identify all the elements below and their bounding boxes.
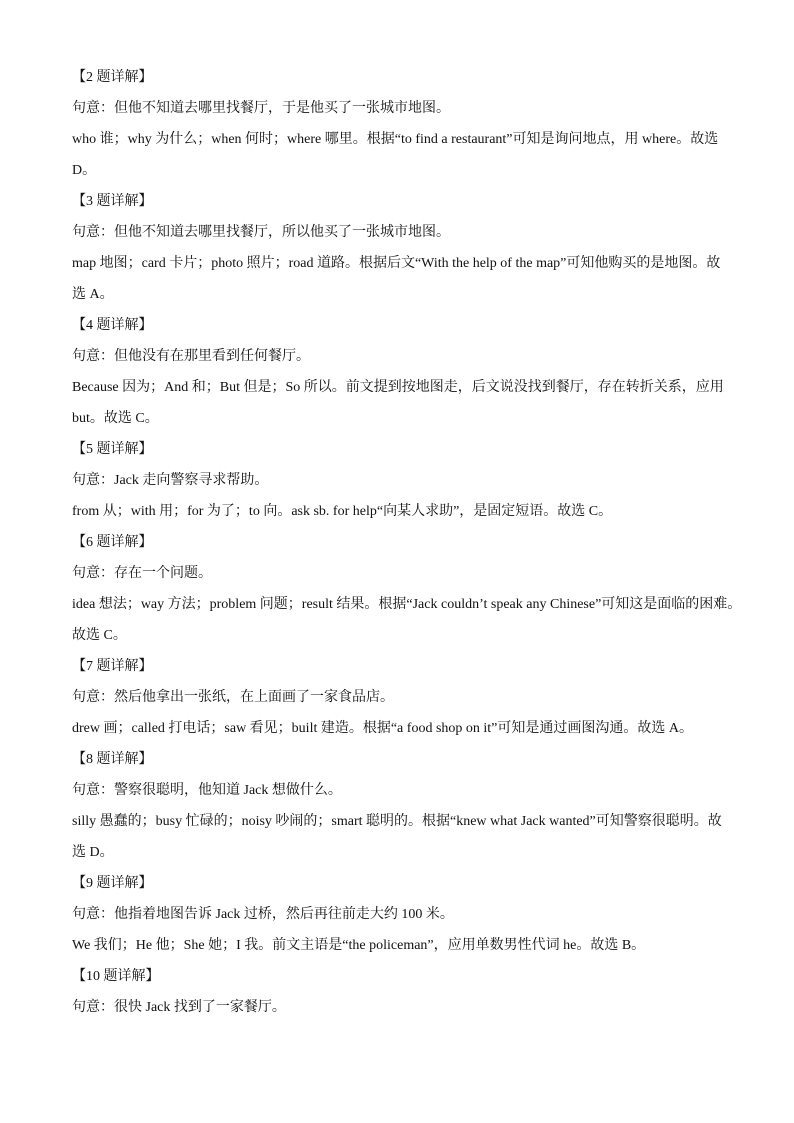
section-9 <box>72 868 724 961</box>
explanation-line: Because 因为；And 和；But 但是；So 所以。前文提到按地图走，后文说没找到餐厅，存在转折关系，应用 <box>72 380 724 395</box>
sentence-meaning: 句意：他指着地图告诉 Jack 过桥，然后再往前走大约 100 米。 <box>72 907 454 922</box>
section-8 <box>72 744 724 868</box>
explanation-line: silly 愚蠢的；busy 忙碌的；noisy 吵闹的；smart 聪明的。根据“knew what Jack wanted”可知警察很聪明。故 <box>72 814 722 829</box>
sentence-meaning: 句意：但他不知道去哪里找餐厅，所以他买了一张城市地图。 <box>72 225 450 240</box>
sentence-meaning: 句意：存在一个问题。 <box>72 566 212 581</box>
section-7 <box>72 651 724 744</box>
section-6 <box>72 527 742 651</box>
section-heading: 【4 题详解】 <box>72 318 153 333</box>
explanation-line: drew 画；called 打电话；saw 看见；built 建造。根据“a food shop on it”可知是通过画图沟通。故选 A。 <box>72 721 693 736</box>
section-heading: 【8 题详解】 <box>72 752 153 767</box>
section-heading: 【6 题详解】 <box>72 535 153 550</box>
section-2 <box>72 62 724 186</box>
section-heading: 【3 题详解】 <box>72 194 153 209</box>
sentence-meaning: 句意：Jack 走向警察寻求帮助。 <box>72 473 269 488</box>
section-10 <box>72 961 724 1023</box>
sentence-meaning: 句意：但他没有在那里看到任何餐厅。 <box>72 349 310 364</box>
sentence-meaning: 句意：但他不知道去哪里找餐厅，于是他买了一张城市地图。 <box>72 101 450 116</box>
section-3 <box>72 186 724 310</box>
explanation-line: 选 A。 <box>72 287 114 302</box>
document-page <box>72 62 742 1023</box>
sentence-meaning: 句意：警察很聪明，他知道 Jack 想做什么。 <box>72 783 342 798</box>
section-4 <box>72 310 724 434</box>
section-heading: 【10 题详解】 <box>72 969 160 984</box>
explanation-line: 选 D。 <box>72 845 114 860</box>
section-5 <box>72 434 724 527</box>
sentence-meaning: 句意：然后他拿出一张纸，在上面画了一家食品店。 <box>72 690 394 705</box>
explanation-line: who 谁；why 为什么；when 何时；where 哪里。根据“to find a restaurant”可知是询问地点，用 where。故选 <box>72 132 719 147</box>
explanation-line: map 地图；card 卡片；photo 照片；road 道路。根据后文“With the help of the map”可知他购买的是地图。故 <box>72 256 721 271</box>
section-heading: 【2 题详解】 <box>72 70 153 85</box>
section-heading: 【7 题详解】 <box>72 659 153 674</box>
explanation-line: but。故选 C。 <box>72 411 159 426</box>
explanation-line: D。 <box>72 163 97 178</box>
sentence-meaning: 句意：很快 Jack 找到了一家餐厅。 <box>72 1000 286 1015</box>
section-heading: 【5 题详解】 <box>72 442 153 457</box>
explanation-line: from 从；with 用；for 为了；to 向。ask sb. for help“向某人求助”，是固定短语。故选 C。 <box>72 504 613 519</box>
explanation-line: idea 想法；way 方法；problem 问题；result 结果。根据“Jack couldn’t speak any Chinese”可知这是面临的困难。 <box>72 597 742 612</box>
explanation-line: We 我们；He 他；She 她；I 我。前文主语是“the policeman”，应用单数男性代词 he。故选 B。 <box>72 938 646 953</box>
section-heading: 【9 题详解】 <box>72 876 153 891</box>
explanation-line: 故选 C。 <box>72 628 127 643</box>
